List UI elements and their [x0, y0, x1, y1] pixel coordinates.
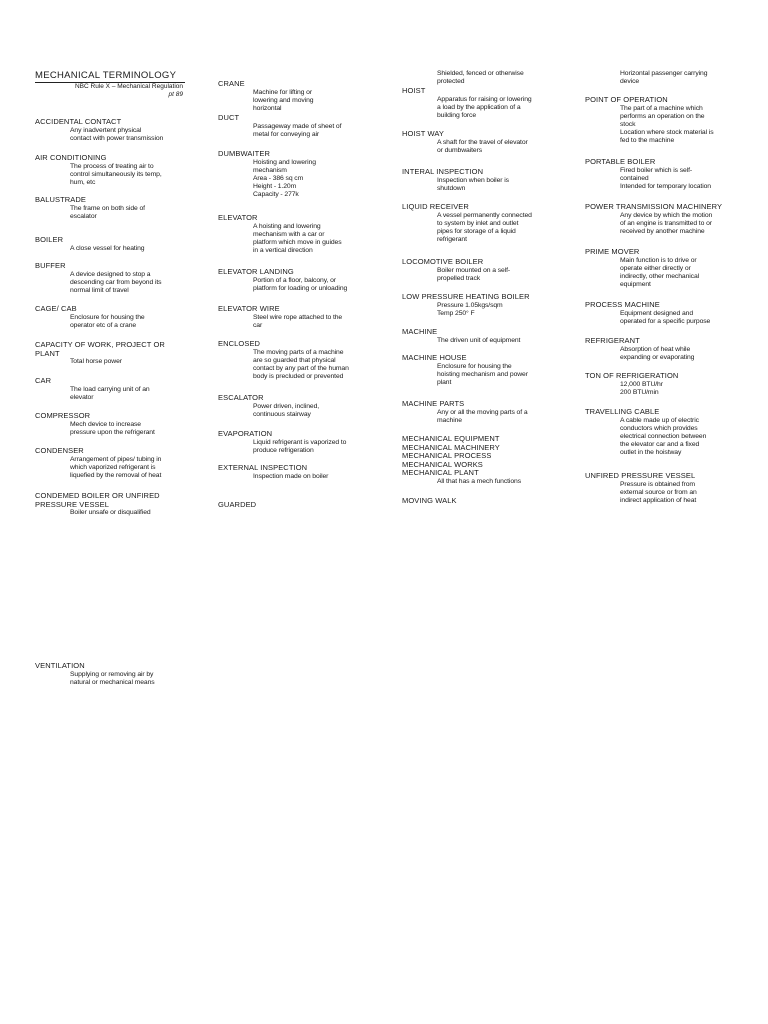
entry-term: VENTILATION	[35, 661, 85, 670]
entry-definition: Total horse power	[70, 358, 122, 365]
glossary-entry	[585, 337, 745, 362]
entry-term: EXTERNAL INSPECTION	[218, 463, 308, 472]
glossary-entry	[585, 472, 745, 505]
glossary-entry	[218, 340, 378, 381]
glossary-entry	[402, 328, 562, 345]
glossary-entry	[35, 118, 195, 143]
entry-term: PORTABLE BOILER	[585, 157, 656, 166]
glossary-entry	[585, 301, 745, 326]
glossary-entry	[218, 268, 378, 293]
entry-definition: The load carrying unit of an elevator	[70, 385, 150, 401]
entry-term: ESCALATOR	[218, 393, 264, 402]
entry-definition: The moving parts of a machine are so guarded that physical contact by any part of the human body is precluded or prevented	[253, 348, 349, 380]
glossary-entry	[218, 80, 378, 113]
entry-definition: Machine for lifting or lowering and moving horizontal	[253, 88, 314, 112]
entry-term: DUMBWAITER	[218, 149, 270, 158]
glossary-entry	[402, 354, 562, 387]
glossary-entry	[35, 412, 195, 437]
entry-term: CONDEMED BOILER OR UNFIRED PRESSURE VESSEL	[35, 491, 160, 509]
entry-definition: A vessel permanently connected to system by inlet and outlet pipes for storage of a liquid refrigerant	[437, 211, 532, 243]
entry-term: DUCT	[218, 113, 240, 122]
glossary-entry	[35, 492, 195, 517]
glossary-entry	[35, 236, 195, 253]
entry-term: LIQUID RECEIVER	[402, 202, 469, 211]
entry-definition: Enclosure for housing the hoisting mechanism and power plant	[437, 362, 528, 386]
entry-definition: Boiler unsafe or disqualified	[70, 509, 151, 516]
entry-definition: Fired boiler which is self- contained Intended for temporary location	[620, 166, 711, 190]
entry-term: ACCIDENTAL CONTACT	[35, 117, 122, 126]
entry-definition: Mech device to increase pressure upon the refrigerant	[70, 420, 155, 436]
glossary-entry	[402, 293, 562, 318]
entry-term: CAPACITY OF WORK, PROJECT OR PLANT	[35, 340, 165, 358]
glossary-entry	[35, 196, 195, 221]
entry-definition: A close vessel for heating	[70, 244, 145, 252]
entry-definition: Main function is to drive or operate either directly or indirectly, other mechanical equipment	[620, 256, 700, 288]
entry-term: GUARDED	[218, 500, 257, 509]
entry-definition: A cable made up of electric conductors which provides electrical connection between the elevator car and a fixed outlet in the hoistway	[620, 416, 707, 456]
glossary-entry	[218, 214, 378, 255]
entry-definition: Any device by which the motion of an engine is transmitted to or received by another machine	[620, 211, 713, 235]
entry-term: UNFIRED PRESSURE VESSEL	[585, 471, 696, 480]
glossary-entry	[402, 203, 562, 244]
document-title: MECHANICAL TERMINOLOGY	[35, 70, 177, 81]
glossary-entry	[218, 501, 378, 510]
glossary-entry	[35, 341, 195, 366]
glossary-entry	[402, 435, 562, 486]
glossary-entry	[585, 408, 745, 457]
entry-term: CAGE/ CAB	[35, 304, 77, 313]
entry-term: POINT OF OPERATION	[585, 95, 668, 104]
entry-definition: The frame on both side of escalator	[70, 204, 145, 220]
subtitle-regulation: NBC Rule X – Mechanical Regulation	[74, 83, 183, 90]
entry-term: ELEVATOR	[218, 213, 258, 222]
entry-term: BUFFER	[35, 261, 66, 270]
entry-definition: Absorption of heat while expanding or evaporating	[620, 345, 695, 361]
entry-definition: Liquid refrigerant is vaporized to produce refrigeration	[253, 438, 347, 454]
entry-term: COMPRESSOR	[35, 411, 91, 420]
glossary-entry	[35, 662, 195, 687]
glossary-entry	[585, 203, 745, 236]
entry-definition: A hoisting and lowering mechanism with a car or platform which move in guides in a vertical direction	[253, 222, 342, 254]
glossary-entry	[402, 87, 562, 120]
glossary-entry	[218, 150, 378, 199]
entry-definition: Shielded, fenced or otherwise protected	[437, 70, 524, 85]
entry-definition: Boiler mounted on a self- propelled track	[437, 266, 511, 282]
entry-term: PRIME MOVER	[585, 247, 640, 256]
entry-definition: Pressure 1.05kgs/sqm Temp 250° F	[437, 301, 503, 317]
entry-term: BOILER	[35, 235, 64, 244]
glossary-entry	[35, 447, 195, 480]
entry-definition: Apparatus for raising or lowering a load by the application of a building force	[437, 95, 532, 119]
entry-term: PROCESS MACHINE	[585, 300, 660, 309]
entry-definition: Supplying or removing air by natural or mechanical means	[70, 670, 155, 686]
entry-term: BALUSTRADE	[35, 195, 87, 204]
glossary-entry	[218, 464, 378, 481]
entry-term: MACHINE PARTS	[402, 399, 465, 408]
entry-term: ELEVATOR LANDING	[218, 267, 294, 276]
entry-definition: Hoisting and lowering mechanism Area - 386 sq cm Height - 1.20m Capacity - 277k	[253, 158, 316, 198]
document-subtitle	[35, 83, 183, 99]
entry-definition: Any or all the moving parts of a machine	[437, 408, 528, 424]
glossary-entry	[35, 154, 195, 187]
glossary-entry	[402, 400, 562, 425]
entry-definition: Any inadvertent physical contact with power transmission	[70, 126, 164, 142]
entry-term: MACHINE HOUSE	[402, 353, 467, 362]
entry-definition: Equipment designed and operated for a specific purpose	[620, 309, 711, 325]
entry-term: CAR	[35, 376, 52, 385]
entry-term: EVAPORATION	[218, 429, 273, 438]
entry-definition: All that has a mech functions	[437, 477, 521, 485]
entry-term: REFRIGERANT	[585, 336, 640, 345]
entry-term: LOCOMOTIVE BOILER	[402, 257, 484, 266]
entry-term: HOIST	[402, 86, 426, 95]
entry-definition: Arrangement of pipes/ tubing in which vaporized refrigerant is liquefied by the removal of heat	[70, 455, 162, 479]
entry-definition: Inspection when boiler is shutdown	[437, 176, 509, 192]
entry-term: ENCLOSED	[218, 339, 261, 348]
entry-definition: Power driven, inclined, continuous stairway	[253, 402, 320, 418]
entry-term: ELEVATOR WIRE	[218, 304, 280, 313]
glossary-entry	[585, 70, 745, 86]
glossary-entry	[218, 394, 378, 419]
glossary-entry	[585, 248, 745, 289]
entry-term: LOW PRESSURE HEATING BOILER	[402, 292, 530, 301]
entry-term: TRAVELLING CABLE	[585, 407, 660, 416]
glossary-entry	[402, 130, 562, 155]
entry-definition: Enclosure for housing the operator etc of a crane	[70, 313, 145, 329]
glossary-entry	[35, 305, 195, 330]
subtitle-page-ref: pt 89	[168, 91, 183, 98]
glossary-entry	[585, 372, 745, 397]
glossary-entry	[585, 96, 745, 145]
entry-term: AIR CONDITIONING	[35, 153, 107, 162]
glossary-entry	[402, 168, 562, 193]
glossary-entry	[585, 158, 745, 191]
entry-term: MOVING WALK	[402, 496, 457, 505]
entry-definition: A shaft for the travel of elevator or dumbwaiters	[437, 138, 528, 154]
entry-definition: The part of a machine which performs an operation on the stock Location where stock material is fed to the machine	[620, 104, 714, 144]
entry-term: CRANE	[218, 79, 245, 88]
entry-definition: The driven unit of equipment	[437, 336, 521, 344]
glossary-entry	[35, 377, 195, 402]
entry-definition: The process of treating air to control simultaneously its temp, hum, etc	[70, 162, 162, 186]
entry-term: POWER TRANSMISSION MACHINERY	[585, 202, 723, 211]
entry-term: TON OF REFRIGERATION	[585, 371, 679, 380]
glossary-entry	[402, 70, 562, 86]
entry-term: HOIST WAY	[402, 129, 445, 138]
glossary-entry	[402, 497, 562, 506]
glossary-entry	[218, 430, 378, 455]
entry-definition: Portion of a floor, balcony, or platform for loading or unloading	[253, 276, 348, 292]
entry-definition: A device designed to stop a descending car from beyond its normal limit of travel	[70, 270, 162, 294]
glossary-entry	[218, 114, 378, 139]
entry-term: MECHANICAL EQUIPMENT MECHANICAL MACHINERY MECHANICAL PROCESS MECHANICAL WORKS MECHANICAL PLANT	[402, 434, 500, 477]
entry-definition: Inspection made on boiler	[253, 472, 329, 480]
entry-definition: Horizontal passenger carrying device	[620, 70, 708, 85]
entry-term: CONDENSER	[35, 446, 84, 455]
entry-definition: 12,000 BTU/hr 200 BTU/min	[620, 380, 663, 396]
entry-term: INTERAL INSPECTION	[402, 167, 484, 176]
entry-definition: Passageway made of sheet of metal for conveying air	[253, 122, 342, 138]
entry-definition: Pressure is obtained from external source or from an indirect application of heat	[620, 480, 697, 504]
glossary-entry	[35, 262, 195, 295]
glossary-entry	[402, 258, 562, 283]
glossary-entry	[218, 305, 378, 330]
entry-definition: Steel wire rope attached to the car	[253, 313, 343, 329]
entry-term: MACHINE	[402, 327, 438, 336]
